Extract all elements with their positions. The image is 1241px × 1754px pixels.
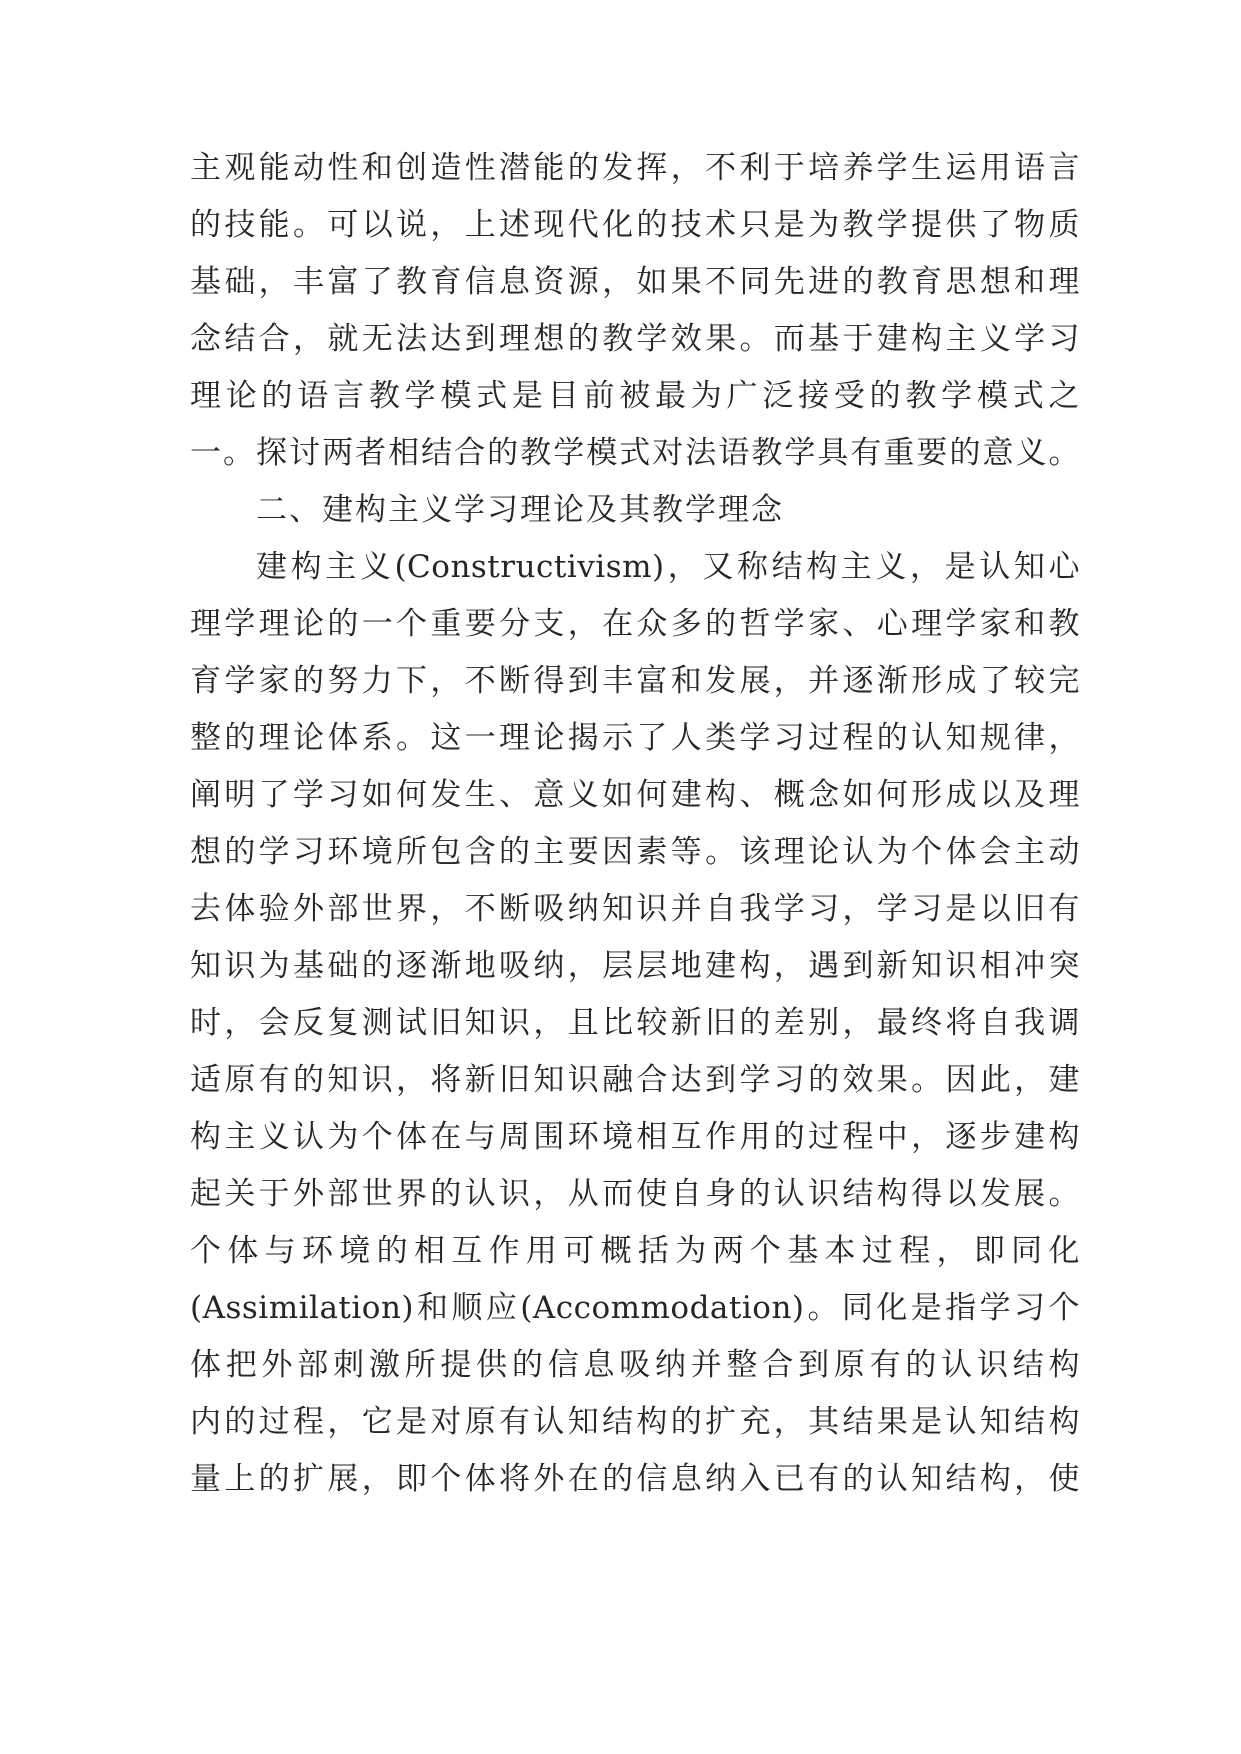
text-line: 整的理论体系。这一理论揭示了人类学习过程的认知规律， bbox=[190, 720, 1080, 756]
text-line: 适原有的知识，将新旧知识融合达到学习的效果。因此，建 bbox=[190, 1062, 1080, 1098]
text-line: 量上的扩展，即个体将外在的信息纳入已有的认知结构，使 bbox=[190, 1461, 1080, 1497]
text-line: 时，会反复测试旧知识，且比较新旧的差别，最终将自我调 bbox=[190, 1005, 1080, 1041]
text-line: 起关于外部世界的认识，从而使自身的认识结构得以发展。 bbox=[190, 1176, 1080, 1212]
text-line: 阐明了学习如何发生、意义如何建构、概念如何形成以及理 bbox=[190, 777, 1080, 813]
text-line: 建构主义(Constructivism)，又称结构主义，是认知心 bbox=[256, 549, 1080, 585]
text-line: 基础，丰富了教育信息资源，如果不同先进的教育思想和理 bbox=[190, 264, 1080, 300]
text-line: 个体与环境的相互作用可概括为两个基本过程，即同化 bbox=[190, 1233, 1080, 1269]
text-line: 育学家的努力下，不断得到丰富和发展，并逐渐形成了较完 bbox=[190, 663, 1080, 699]
text-line: 内的过程，它是对原有认知结构的扩充，其结果是认知结构 bbox=[190, 1404, 1080, 1440]
text-line: 理论的语言教学模式是目前被最为广泛接受的教学模式之 bbox=[190, 378, 1080, 414]
text-line: 去体验外部世界，不断吸纳知识并自我学习，学习是以旧有 bbox=[190, 891, 1080, 927]
text-line: 主观能动性和创造性潜能的发挥，不利于培养学生运用语言 bbox=[190, 150, 1080, 186]
text-line: 想的学习环境所包含的主要因素等。该理论认为个体会主动 bbox=[190, 834, 1080, 870]
text-line: 念结合，就无法达到理想的教学效果。而基于建构主义学习 bbox=[190, 321, 1080, 357]
section-heading: 二、建构主义学习理论及其教学理念 bbox=[256, 492, 784, 528]
text-line: 构主义认为个体在与周围环境相互作用的过程中，逐步建构 bbox=[190, 1119, 1080, 1155]
text-line: 体把外部刺激所提供的信息吸纳并整合到原有的认识结构 bbox=[190, 1347, 1080, 1383]
text-line: 一。探讨两者相结合的教学模式对法语教学具有重要的意义。 bbox=[190, 435, 1080, 471]
text-line: 理学理论的一个重要分支，在众多的哲学家、心理学家和教 bbox=[190, 606, 1080, 642]
text-line: (Assimilation)和顺应(Accommodation)。同化是指学习个 bbox=[190, 1290, 1080, 1326]
text-line: 的技能。可以说，上述现代化的技术只是为教学提供了物质 bbox=[190, 207, 1080, 243]
text-line: 知识为基础的逐渐地吸纳，层层地建构，遇到新知识相冲突 bbox=[190, 948, 1080, 984]
